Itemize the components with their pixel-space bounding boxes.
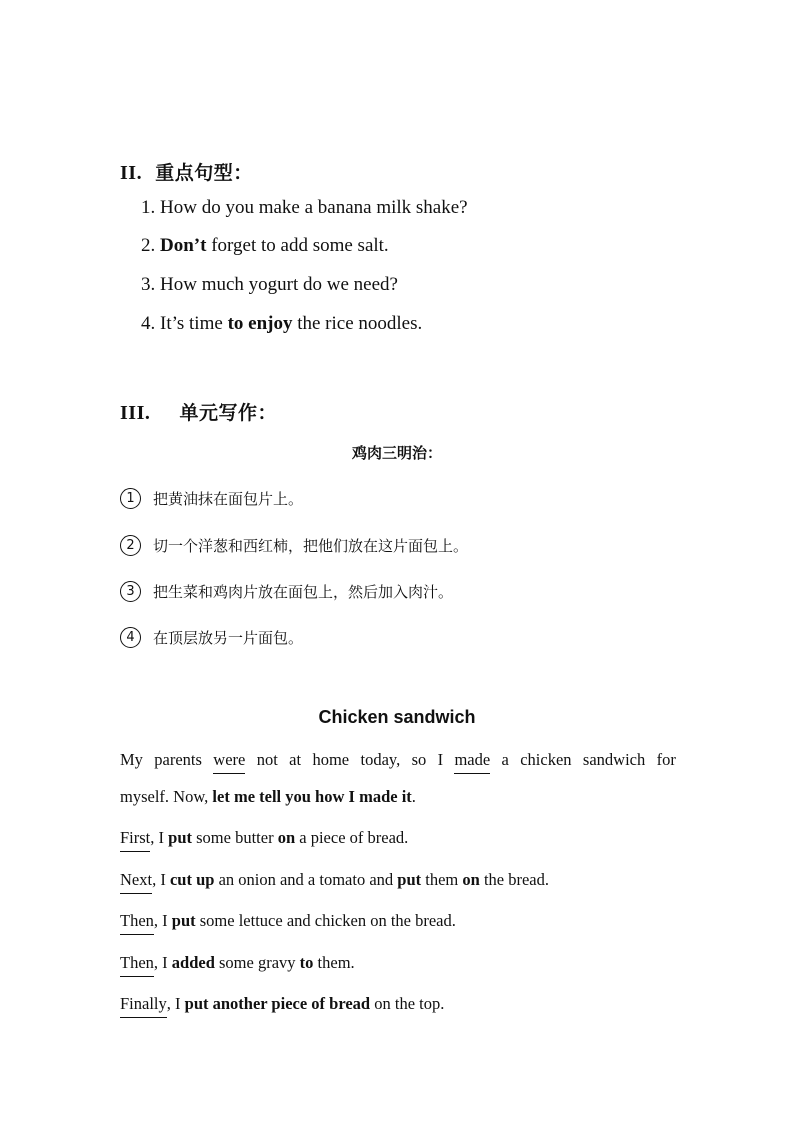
text: them.	[313, 953, 355, 972]
step-text: 把生菜和鸡肉片放在面包上，然后加入肉汁。	[153, 583, 454, 601]
bold-text: to	[299, 953, 314, 972]
sentence-1	[141, 197, 468, 219]
sentence-number: 3.	[141, 274, 156, 295]
sentence-text: the rice noodles.	[292, 313, 423, 334]
section-2-title: 重点句型：	[155, 162, 253, 184]
sentence-bold: to enjoy	[227, 313, 293, 334]
bold-text: let me tell you how I made it	[212, 787, 412, 806]
essay-line-2	[120, 787, 416, 807]
word: chicken	[520, 750, 572, 769]
essay-title: Chicken sandwich	[318, 707, 476, 727]
text: an onion and a tomato and	[214, 870, 398, 889]
text: , I	[153, 953, 172, 972]
bold-text: added	[171, 953, 215, 972]
word: sandwich	[582, 750, 646, 769]
sentence-text: How do you make a banana milk shake?	[160, 197, 468, 218]
word: parents	[154, 750, 202, 769]
word: home	[312, 750, 350, 769]
text: the bread.	[479, 870, 550, 889]
underlined-word: Next	[120, 870, 152, 894]
essay-line-finally	[120, 994, 444, 1018]
sentence-number: 2.	[141, 235, 156, 256]
text: , I	[166, 994, 185, 1013]
text: , I	[152, 870, 170, 889]
text: some gravy	[214, 953, 300, 972]
sentence-bold: Don’t	[160, 235, 207, 256]
text: .	[411, 787, 416, 806]
step-text: 在顶层放另一片面包。	[153, 629, 304, 647]
text: some butter	[192, 828, 278, 847]
step-marker: 1	[120, 488, 141, 509]
step-4	[120, 627, 303, 648]
sentence-3	[141, 274, 398, 296]
underlined-word: were	[213, 750, 245, 774]
word: so	[411, 750, 427, 769]
step-3	[120, 581, 453, 602]
essay-line-1	[120, 750, 676, 774]
step-marker: 4	[120, 627, 141, 648]
bold-text: put	[168, 828, 192, 847]
sentence-number: 1.	[141, 197, 156, 218]
bold-text: put	[171, 911, 196, 930]
text: some lettuce and chicken on the bread.	[195, 911, 456, 930]
sentence-text: How much yogurt do we need?	[160, 274, 398, 295]
word: today,	[360, 750, 401, 769]
word: I	[437, 750, 444, 769]
bold-text: on	[462, 870, 480, 889]
underlined-word: Then	[120, 953, 154, 977]
section-3-heading	[120, 398, 277, 425]
word: not	[256, 750, 278, 769]
essay-line-first	[120, 828, 408, 852]
step-marker: 3	[120, 581, 141, 602]
word: for	[656, 750, 676, 769]
text: myself. Now,	[120, 787, 213, 806]
text: on the top.	[370, 994, 445, 1013]
underlined-word: made	[454, 750, 490, 774]
sentence-2	[141, 235, 389, 257]
sentence-text: It’s time	[160, 313, 228, 334]
step-text: 切一个洋葱和西红柿，把他们放在这片面包上。	[153, 537, 469, 555]
underlined-word: First	[120, 828, 150, 852]
word: at	[289, 750, 302, 769]
sentence-4	[141, 313, 422, 335]
section-3-number: III.	[120, 402, 151, 424]
word: a	[501, 750, 509, 769]
section-3-title: 单元写作：	[179, 402, 277, 424]
essay-line-next	[120, 870, 549, 894]
word: My	[120, 750, 143, 769]
bold-text: cut up	[169, 870, 215, 889]
text: , I	[153, 911, 172, 930]
sentence-number: 4.	[141, 313, 156, 334]
text: them	[421, 870, 463, 889]
essay-line-then-2	[120, 953, 355, 977]
sentence-text: forget to add some salt.	[206, 235, 389, 256]
step-1	[120, 488, 303, 509]
step-text: 把黄油抹在面包片上。	[153, 490, 304, 508]
step-marker: 2	[120, 535, 141, 556]
essay-line-then-1	[120, 911, 456, 935]
underlined-word: Then	[120, 911, 154, 935]
bold-text: on	[277, 828, 296, 847]
text: , I	[150, 828, 169, 847]
section-2-number: II.	[120, 162, 143, 184]
text: a piece of bread.	[295, 828, 409, 847]
recipe-title: 鸡肉三明治：	[351, 444, 442, 462]
step-2	[120, 535, 468, 556]
bold-text: put another piece of bread	[184, 994, 371, 1013]
section-2-heading	[120, 158, 253, 185]
bold-text: put	[397, 870, 422, 889]
underlined-word: Finally	[120, 994, 167, 1018]
